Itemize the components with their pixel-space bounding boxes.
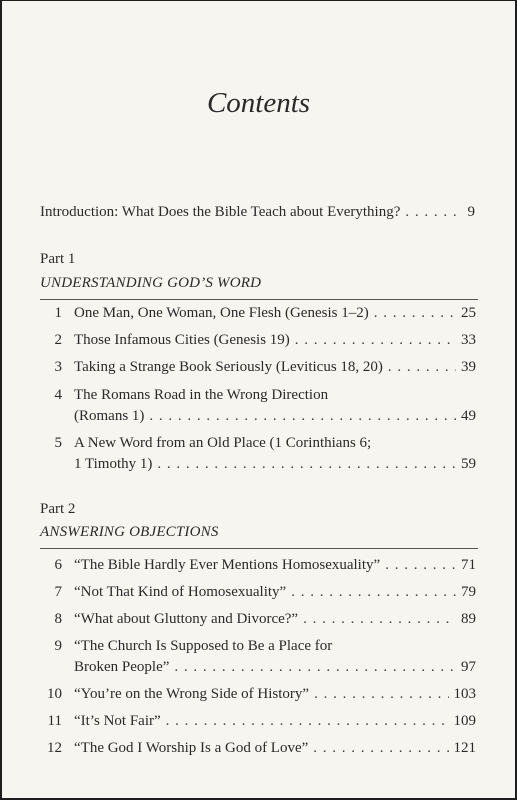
part-2-label: Part 2 xyxy=(40,501,76,517)
chapter-title-line-1: The Romans Road in the Wrong Direction xyxy=(74,387,329,403)
chapter-page-number: 109 xyxy=(453,713,476,729)
chapter-title-line-2: (Romans 1) xyxy=(74,408,145,424)
dot-leader xyxy=(149,408,456,425)
chapter-number: 9 xyxy=(54,638,62,654)
part-2-title: ANSWERING OBJECTIONS xyxy=(40,524,219,540)
chapter-number: 8 xyxy=(54,611,62,627)
chapter-title: “You’re on the Wrong Side of History” xyxy=(74,686,310,702)
chapter-page-number: 25 xyxy=(461,305,476,321)
chapter-number: 5 xyxy=(54,435,62,451)
chapter-page-number: 33 xyxy=(461,332,476,348)
toc-introduction xyxy=(40,204,475,221)
intro-page-number: 9 xyxy=(467,204,475,220)
part-1-title: UNDERSTANDING GOD’S WORD xyxy=(40,275,262,291)
dot-leader xyxy=(405,204,462,221)
chapter-title: Taking a Strange Book Seriously (Leviticus 18, 20) xyxy=(74,359,383,375)
chapter-number: 12 xyxy=(47,740,62,756)
chapter-number: 2 xyxy=(54,332,62,348)
chapter-title: “The Bible Hardly Ever Mentions Homosexuality” xyxy=(74,557,381,573)
dot-leader xyxy=(385,557,456,574)
chapter-number: 11 xyxy=(47,713,62,729)
chapter-page-number: 59 xyxy=(461,456,476,472)
dot-leader xyxy=(291,584,456,601)
chapter-title-line-1: A New Word from an Old Place (1 Corinthians 6; xyxy=(74,435,372,451)
book-page xyxy=(2,1,515,798)
chapter-number: 1 xyxy=(54,305,62,321)
dot-leader xyxy=(303,611,456,628)
dot-leader xyxy=(295,332,456,349)
dot-leader xyxy=(313,740,448,757)
dot-leader xyxy=(157,456,456,473)
dot-leader xyxy=(314,686,448,703)
chapter-number: 10 xyxy=(47,686,62,702)
chapter-page-number: 103 xyxy=(453,686,476,702)
chapter-page-number: 121 xyxy=(453,740,476,756)
part-1-divider xyxy=(40,299,478,300)
chapter-title: “What about Gluttony and Divorce?” xyxy=(74,611,299,627)
chapter-title: One Man, One Woman, One Flesh (Genesis 1–2) xyxy=(74,305,369,321)
chapter-title: “It’s Not Fair” xyxy=(74,713,161,729)
chapter-number: 7 xyxy=(54,584,62,600)
chapter-page-number: 97 xyxy=(461,659,476,675)
chapter-title: Those Infamous Cities (Genesis 19) xyxy=(74,332,290,348)
dot-leader xyxy=(166,713,449,730)
dot-leader xyxy=(174,659,456,676)
page-title: Contents xyxy=(206,87,311,119)
chapter-page-number: 89 xyxy=(461,611,476,627)
chapter-title-line-1: “The Church Is Supposed to Be a Place for xyxy=(74,638,333,654)
chapter-number: 3 xyxy=(54,359,62,375)
chapter-title: “Not That Kind of Homosexuality” xyxy=(74,584,287,600)
chapter-title-line-2: 1 Timothy 1) xyxy=(74,456,153,472)
chapter-page-number: 71 xyxy=(461,557,476,573)
dot-leader xyxy=(388,359,456,376)
chapter-number: 6 xyxy=(54,557,62,573)
part-2-divider xyxy=(40,548,478,549)
chapter-number: 4 xyxy=(54,387,62,403)
part-1-label: Part 1 xyxy=(40,251,76,267)
chapter-page-number: 79 xyxy=(461,584,476,600)
intro-title: Introduction: What Does the Bible Teach about Everything? xyxy=(40,204,401,220)
chapter-title-line-2: Broken People” xyxy=(74,659,170,675)
dot-leader xyxy=(374,305,456,322)
chapter-title: “The God I Worship Is a God of Love” xyxy=(74,740,309,756)
chapter-page-number: 39 xyxy=(461,359,476,375)
chapter-page-number: 49 xyxy=(461,408,476,424)
